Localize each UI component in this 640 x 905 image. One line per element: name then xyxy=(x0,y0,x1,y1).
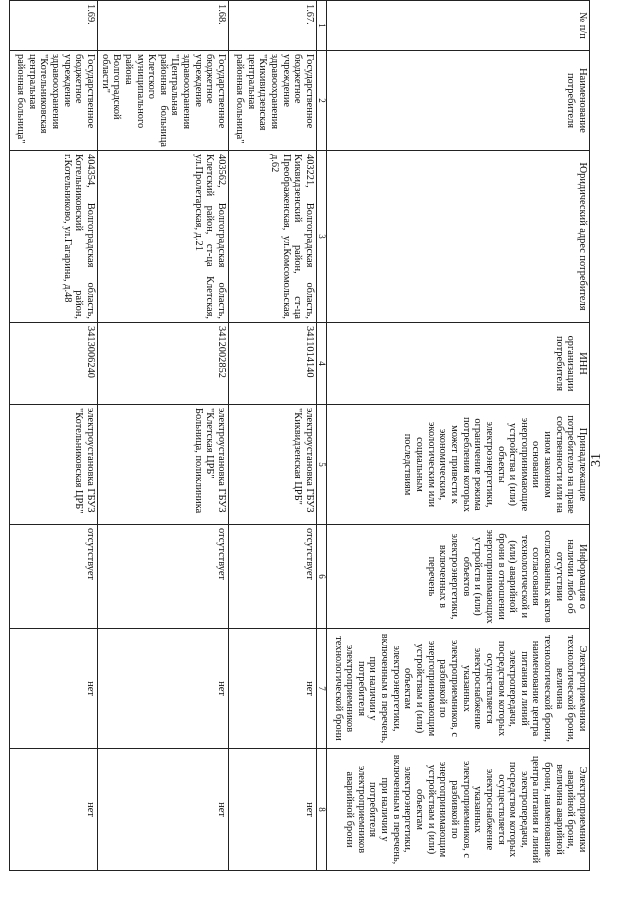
consumer-address: 403562, Волгоградская область, Клетский район, ст-ца Клетская, ул.Пролетарская, д.21 xyxy=(97,151,228,323)
consumer-address: 403221, Волгоградская область, Киквидзенский район, ст-ца Преображенская, ул.Комсомольская, д.62 xyxy=(229,151,317,323)
reserve-acts: отсутствует xyxy=(229,525,317,629)
column-number: 2 xyxy=(317,51,327,151)
rotated-page xyxy=(15,0,590,870)
column-number: 7 xyxy=(317,629,327,749)
column-number: 5 xyxy=(317,405,327,525)
column-number: 4 xyxy=(317,323,327,405)
header-row xyxy=(327,1,590,871)
page-number: 31 xyxy=(589,453,604,467)
emergency-reserve: нет xyxy=(229,749,317,871)
column-number: 8 xyxy=(317,749,327,871)
table-row xyxy=(9,1,97,871)
consumer-devices: электроустановка ГБУЗ "Киквидзенская ЦРБ" xyxy=(229,405,317,525)
tech-reserve: нет xyxy=(229,629,317,749)
consumer-devices: электроустановка ГБУЗ "Котельниковская ЦРБ" xyxy=(9,405,97,525)
column-number: 6 xyxy=(317,525,327,629)
header-number: № п/п xyxy=(327,1,590,51)
tech-reserve: нет xyxy=(97,629,228,749)
consumer-name: Государственное бюджетное учреждение здравоохранения "Котельниковская центральная районная больница" xyxy=(9,51,97,151)
consumer-name: Государственное бюджетное учреждение здравоохранения "Кикивидзенская центральная районная больница" xyxy=(229,51,317,151)
reserve-acts: отсутствует xyxy=(97,525,228,629)
consumer-inn: 3411014140 xyxy=(229,323,317,405)
table-row xyxy=(229,1,317,871)
header-emergency-reserve: Электроприемники аварийной брони, величина аварийной брони, наименование центра питания и линий электропередачи, посредством которых осуществляется электроснабжение указанных электроприемников, с разбивкой по энергопринимающим устройствам и (или) объектам электроэнергетики, включенным в перечень, при наличии у потребителя электроприемников аварийной брони xyxy=(327,749,590,871)
consumer-name: Государственное бюджетное учреждение здравоохранения "Центральная районная больница Клетского муниципального района Волгоградской области" xyxy=(97,51,228,151)
header-address: Юридический адрес потребителя xyxy=(327,151,590,323)
consumer-inn: 3413006240 xyxy=(9,323,97,405)
header-inn: ИНН организации потребителя xyxy=(327,323,590,405)
consumer-address: 404354, Волгоградская область, Котельниковский район, г.Котельниково, ул.Гагарина, д.48 xyxy=(9,151,97,323)
header-acts: Информация о наличии либо об отсутствии согласованных актов согласования технологической и (или) аварийной брони в отношении энергопринимающих устройств и (или) объектов электроэнергетики, включенных в перечень xyxy=(327,525,590,629)
consumer-devices: электроустановка ГБУЗ "Клетская ЦРБ" Больница, поликлиника xyxy=(97,405,228,525)
emergency-reserve: нет xyxy=(97,749,228,871)
reserve-acts: отсутствует xyxy=(9,525,97,629)
table-row xyxy=(97,1,228,871)
column-number: 3 xyxy=(317,151,327,323)
consumer-inn: 3412002852 xyxy=(97,323,228,405)
column-number: 1 xyxy=(317,1,327,51)
column-number-row xyxy=(317,1,327,871)
header-tech-reserve: Электроприемники технологической брони, величина технологической брони, наименование центра питания и линий электропередачи, посредством которых осуществляется электроснабжение указанных электроприемников, с разбивкой по энергопринимающим устройствам и (или) объектам электроэнергетики, включенным в перечень, при наличии у потребителя электроприемников технологической брони xyxy=(327,629,590,749)
consumer-table xyxy=(9,0,590,871)
row-number: 1.68. xyxy=(97,1,228,51)
header-name: Наименование потребителя xyxy=(327,51,590,151)
header-devices: Принадлежащие потребителю на праве собственности или на ином законном основании энергопринимающие устройства и (или) объекты электроэнергетики, ограничение режима потребления которых может привести к экономическим, экологическим или социальным последствиям xyxy=(327,405,590,525)
tech-reserve: нет xyxy=(9,629,97,749)
row-number: 1.67. xyxy=(229,1,317,51)
row-number: 1.69. xyxy=(9,1,97,51)
emergency-reserve: нет xyxy=(9,749,97,871)
